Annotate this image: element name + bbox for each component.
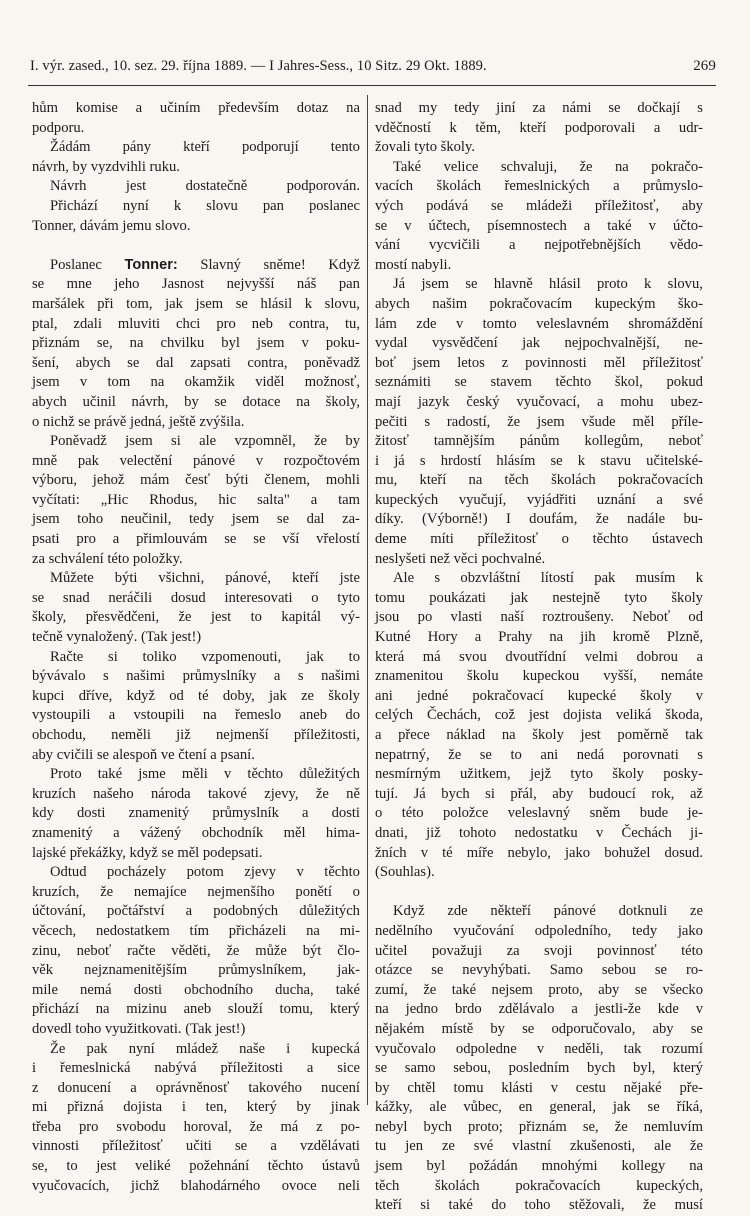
text-line: obchodu, neměli již nejmenší příležitosti, [32, 727, 360, 743]
text-line: vinnosti příležitosť učiti se a vzdělávati [32, 1138, 360, 1155]
text-line: vystoupili a vstoupili na řemeslo aneb do [32, 707, 360, 724]
text-line: abych učinil návrh, by se dotace na školy, [32, 393, 360, 410]
text-line: Poslanec Tonner: Slavný sněme! Když [50, 256, 360, 273]
text-line: aby cvičili se alespoň ve čtení a psaní. [32, 746, 255, 763]
text-line: by chtěl tomu klásti v cestu nějaké pře- [375, 1079, 703, 1096]
column-divider [367, 95, 368, 1105]
text-line: Ale s obzvláštní lítostí pak musím k [393, 570, 703, 587]
text-line: o nichž se právě jedná, ještě zvýšila. [32, 413, 245, 430]
text-line: žovali tyto školy. [375, 139, 475, 156]
text-line: celých Čechách, což jest dojista veliká škoda, [375, 707, 703, 724]
text-line: bývávalo s našimi průmyslníky a s našimi [32, 668, 360, 685]
text-line: otázce se nevyhýbati. Samo sebou se ro- [375, 962, 703, 979]
text-line: vých podává se mládeži příležitosť, aby [375, 197, 703, 214]
text-line: vyčítati: „Hic Rhodus, hic salta" a tam [32, 491, 360, 508]
paragraph-gap [32, 236, 360, 256]
text-line: snad my tedy jiní za námi se dočkají s [375, 100, 703, 116]
text-line: a přece náklad na školy jest poměrně tak [375, 727, 703, 743]
text-line: přiznám se, na chvilku byl jsem v poku- [32, 335, 360, 352]
text-line: Kutné Hory a Prahy na jih kromě Plzně, [375, 629, 703, 646]
text-line: neslyšeti než věci pochvalné. [375, 550, 546, 567]
text-line: abych našim pokračovacím kupeckým ško- [375, 295, 703, 312]
text-line: seznámiti se stavem těchto škol, pokud [375, 374, 703, 391]
text-line: lám zde v tomto veleslavném shromáždění [375, 315, 703, 332]
header-czech: I. výr. zased., 10. sez. 29. října 1889. — I [30, 58, 274, 74]
text-line: kruzích, že nemajíce nejmenšího ponětí o [32, 883, 360, 900]
page-number: 269 [693, 58, 716, 74]
text-line: Proto také jsme měli v těchto důležitých [50, 766, 360, 783]
text-line: Můžete býti všichni, pánové, kteří jste [50, 570, 360, 587]
text-line: nesmírným užitkem, jejž tyto školy posky- [375, 766, 703, 783]
text-line: vděčností k těm, kteří podporovali a udr- [375, 119, 703, 136]
text-line: vyučovacích, jichž blahodárného ovoce neli [32, 1177, 360, 1194]
text-line: se samo sebou, posledním bych byl, který [375, 1060, 703, 1077]
text-line: učitel považuji za svoji povinnosť této [375, 942, 703, 959]
text-line: vyučovalo odpoledne v neděli, tak rozumí [375, 1040, 703, 1057]
text-line: mají jazyk český vyučovací, a mohu ubez- [375, 393, 703, 410]
text-line: jsem byl požádán mnohými kollegy na [375, 1158, 703, 1175]
text-line: Žádám pány kteří podporují tento [50, 139, 360, 156]
text-line: na jedno brdo zdělávalo a jestli-že kde v [375, 1001, 703, 1018]
text-line: i já s hrdostí hlásím se k stavu učitelské- [375, 452, 703, 469]
text-line: Když zde někteří pánové dotknuli ze [393, 903, 703, 920]
text-line: kupci dříve, když od té doby, jak ze školy [32, 687, 360, 704]
text-line: mně pak velectění pánové v rozpočtovém [32, 452, 360, 469]
text-line: Račte si toliko vzpomenouti, jak to [50, 648, 360, 665]
text-line: podporu. [32, 119, 85, 136]
text-line: kupeckých vyučují, vyjádřiti uznání a své [375, 491, 703, 508]
running-header [30, 58, 716, 75]
text-line: těch školách pokračovacích kupeckých, [375, 1177, 703, 1194]
text-line: nebyl bych proto; přiznám se, že nemluvím [375, 1118, 703, 1135]
text-line: kteří si také do toho stěžovali, že musí [375, 1197, 703, 1214]
header-left [30, 58, 487, 75]
text-line: tomu poukázati jak nestejně tyto školy [375, 589, 703, 606]
text-line: mu, kteří na těch školách pokračovacích [375, 472, 703, 489]
text-line: ani jedné pokračovací kupecké školy v [375, 687, 703, 704]
text-line: mile nemá dosti obchodního ducha, také [32, 981, 360, 998]
text-line: za schválení této položky. [32, 550, 183, 567]
text-line: Také velice schvaluji, že na pokračo- [393, 158, 703, 175]
text-line: třeba pro svobodu horoval, že má z po- [32, 1118, 360, 1135]
text-line: tují. Já bych si přál, aby budoucí rok, až [375, 785, 703, 802]
text-line: kážky, ale vůbec, en general, jak se říká, [375, 1099, 703, 1116]
text-line: jsem v tom na okamžik viděl možnosť, [32, 374, 360, 391]
text-line: (Souhlas). [375, 864, 435, 881]
text-line: z donucení a oprávněnosť takového nucení [32, 1079, 360, 1096]
text-line: vání vycvičili a nejpotřebnějších vědo- [375, 237, 703, 254]
text-line: věcech, nedostatkem tím přicházeli na mi- [32, 922, 360, 939]
text-line: kruzích našeho národa takové zjevy, že ně [32, 785, 360, 802]
text-line: nedělního vyučování odpoledního, tedy jako [375, 922, 703, 939]
text-line: Odtud pocházely potom zjevy v těchto [50, 864, 360, 881]
text-line: hům komise a učiním především dotaz na [32, 100, 360, 116]
text-line: znamenitou školu kupeckou vyšší, nemáte [375, 668, 703, 685]
paragraph-gap [375, 883, 703, 903]
text-line: Já jsem se hlavně hlásil proto k slovu, [393, 276, 703, 293]
text-line: jsou po vlasti naší roztroušeny. Neboť od [375, 609, 703, 626]
text-line: ptal, zdali mluviti chci pro neb contra, tu, [32, 315, 360, 332]
text-line: tu jen ze své vlastní zkušenosti, ale že [375, 1138, 703, 1155]
text-line: zumí, že také nejsem proto, aby se všecko [375, 981, 703, 998]
text-line: psati pro a přimlouvám se se vší vřelostí [32, 531, 360, 548]
text-line: žních v té míře nebylo, jako bohužel dosud. [375, 844, 703, 861]
text-line: lajské překážky, když se měl podepsati. [32, 844, 263, 861]
text-line: znamenitý a vážený obchodník měl hima- [32, 824, 360, 841]
text-line: účtování, počtářství a podobných důležitých [32, 903, 360, 920]
text-line: se mne jeho Jasnost nejvyšší náš pan [32, 276, 360, 293]
text-line: vydal vysvědčení jak nejpochvalnější, ne- [375, 335, 703, 352]
text-line: věk nejznamenitějším průmyslníkem, jak- [32, 962, 360, 979]
text-line: deme míti příležitosť o těchto ústavech [375, 531, 703, 548]
text-line: tečně vynaložený. (Tak jest!) [32, 629, 202, 646]
text-line: mi přizná dojista i ten, který by jinak [32, 1099, 360, 1116]
text-line: maršálek při tom, jak jsem se hlásil k slovu, [32, 295, 360, 312]
text-line: se v účtech, písemnostech a také v účto- [375, 217, 703, 234]
text-line: i řemeslnická nabývá příležitosti a sice [32, 1060, 360, 1077]
text-line: Návrh jest dostatečně podporován. [50, 178, 360, 195]
text-line: nějakém místě by se odporučovalo, aby se [375, 1020, 703, 1037]
text-line: výboru, jehož mám česť býti členem, mohli [32, 472, 360, 489]
text-line: zinu, neboť račte věděti, že může být člo- [32, 942, 360, 959]
text-line: díky. (Výborně!) I doufám, že nadále bu- [375, 511, 703, 528]
text-line: dnati, již tohoto nedostatku v Čechách ji- [375, 824, 703, 841]
text-line: pečiti s radostí, že jsem všude měl příle- [375, 413, 703, 430]
text-line: žitosť tamnějším pánům kollegům, neboť [375, 433, 703, 450]
text-line: jsem toho neučinil, tedy jsem se dal za- [32, 511, 360, 528]
text-line: Poněvadž jsem si ale vzpomněl, že by [50, 433, 360, 450]
right-column [375, 99, 703, 1216]
text-line: Že pak nyní mládež naše i kupecká [50, 1040, 360, 1057]
header-german: Jahres-Sess., 10 Sitz. 29 Okt. 1889. [277, 58, 487, 74]
text-line: školy, přesvědčeni, že jest to kapitál vý- [32, 609, 360, 626]
text-line: mostí nabyli. [375, 256, 452, 273]
text-line: nepatrný, že se to ani nedá porovnati s [375, 746, 703, 763]
text-line: návrh, by vyzdvihli ruku. [32, 158, 180, 175]
text-line: boť jsem letos z povinnosti měl příležitosť [375, 354, 703, 371]
text-line: dovedl toho využitkovati. (Tak jest!) [32, 1020, 246, 1037]
header-rule [28, 85, 716, 86]
text-line: o této položce veleslavný sněm bude je- [375, 805, 703, 822]
text-line: šení, abych se dal zapsati contra, poněvadž [32, 354, 360, 371]
text-line: kdy dosti znamenitý průmyslník a dosti [32, 805, 360, 822]
text-line: Přichází nyní k slovu pan poslanec [50, 197, 360, 214]
text-line: se, to jest veliké požehnání těchto ústavů [32, 1158, 360, 1175]
left-column [32, 99, 360, 1196]
text-line: Tonner, dávám jemu slovo. [32, 217, 191, 234]
text-line: se snad neráčili dosud interesovati o tyto [32, 589, 360, 606]
text-line: přichází na mizinu aneb slouží tomu, který [32, 1001, 360, 1018]
text-line: vacích školách řemeslnických a průmyslo- [375, 178, 703, 195]
text-line: která má svou dvoutřídní velmi dobrou a [375, 648, 703, 665]
